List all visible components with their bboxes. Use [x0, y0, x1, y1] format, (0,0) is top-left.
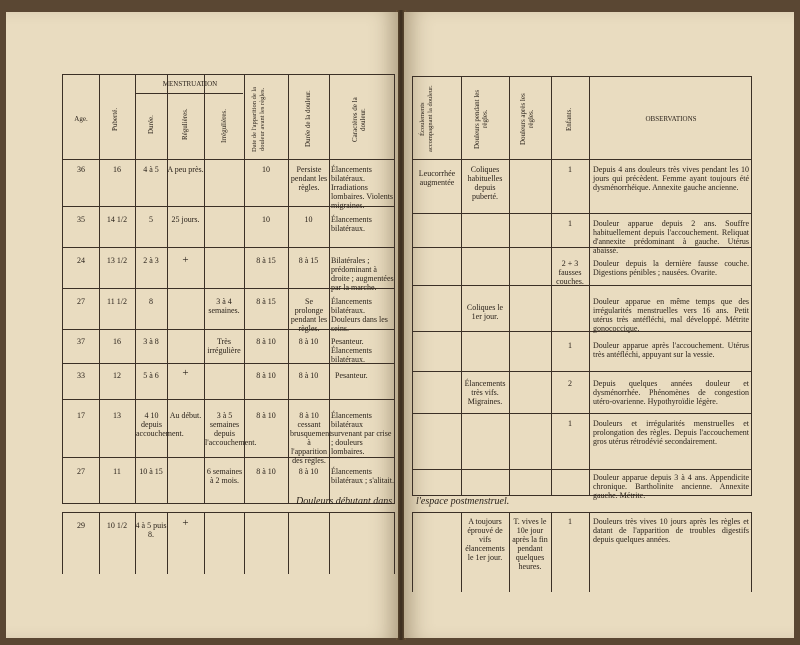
section-caption-left: Douleurs débutant dans: [296, 496, 393, 507]
table-row: 2 + 3 fausses couches. Douleur depuis la dernière fausse couche. Digestions pénibles ; nausées. Ovarite.: [556, 259, 749, 286]
table-row: 24 13 1/2 2 à 3 + 8 à 15 8 à 15 Bilatérales ; prédominant à droite ; augmentées par la marche.: [77, 254, 394, 292]
right-table: [412, 76, 752, 500]
table-row: Coliques le 1er jour. Douleur apparue en même temps que des irrégularités menstruelles vers 16 ans. Petit utérus très antéfléchi, mal développé. Métrite gonococcique.: [466, 297, 749, 333]
table-row: 37 16 3 à 8 Très irrégulière 8 à 10 8 à 10 Pesanteur. Élancements bilatéraux.: [77, 337, 372, 364]
header-date-apparition: Date de l'apparition de la douleur avant les règles.: [251, 86, 266, 152]
table-row: 29 10 1/2 4 à 5 puis 8. +: [77, 517, 189, 539]
table-row: Douleur apparue depuis 3 à 4 ans. Appendicite chronique. Bartholinite ancienne. Annexite gauche. Métrite.: [593, 473, 749, 500]
header-irregulieres: Irrégulières.: [220, 109, 228, 144]
table-row: A toujours éprouvé de vifs élancements le 1er jour. T. vives le 10e jour après la fin pendant quelques heures. 1 Douleurs très vives 10 jours après les règles et datant de l'apparition de troubles digestifs depuis quelques années.: [465, 517, 749, 571]
header-duree-douleur: Durée de la douleur.: [304, 90, 312, 148]
table-row: Élancements très vifs. Migraines. 2 Depuis quelques années douleur et dysménorrhée. Phénomènes de congestion utéro-ovarienne. Hypothyroïdie légère.: [464, 379, 749, 406]
table-row: 1 Douleur apparue après l'accouchement. Utérus très antéfléchi, appuyant sur la vessie.: [568, 341, 749, 359]
table-row: 1 Douleur apparue depuis 2 ans. Souffre habituellement depuis l'accouchement. Reliquat d'annexite prédominant à gauche. Utérus abaissé.: [568, 219, 749, 255]
table-row: 27 11 10 à 15 6 semaines à 2 mois. 8 à 10 8 à 10 Élancements bilatéraux ; s'alitait.: [77, 467, 394, 485]
table-row: 35 14 1/2 5 25 jours. 10 10 Élancements bilatéraux.: [77, 215, 372, 233]
table-row: 17 13 4 10 depuis accouchement. Au début. 3 à 5 semaines depuis l'accouchement. 8 à 10 8 à 10 cessant brusquement à l'apparition des règles. Élancements bilatéraux survenant par crise ; douleurs lombaires.: [77, 411, 392, 465]
header-duree: Durée.: [147, 115, 155, 135]
header-observations: OBSERVATIONS: [645, 115, 697, 123]
right-page: [404, 12, 794, 638]
header-enfants: Enfants.: [565, 107, 573, 131]
header-caracteres: Caractères de la douleur.: [351, 97, 367, 143]
left-page: [6, 12, 398, 638]
section-caption-right: l'espace postmenstruel.: [416, 496, 510, 507]
header-puberte: Puberté.: [111, 107, 119, 131]
header-douleurs-pendant: Douleurs pendant les règles.: [473, 89, 489, 149]
table-row: 36 16 4 à 5 A peu près. 10 Persiste pendant les règles. Élancements bilatéraux. Irradiations lombaires. Violents migraines.: [77, 165, 394, 210]
table-row: Leucorrhée augmentée Coliques habituelles depuis puberté. 1 Depuis 4 ans douleurs très vives pendant les 10 jours qui précèdent. Femme ayant toujours été dysménorrhéique. Annexite gauche ancienne.: [418, 165, 749, 201]
header-ecoulements: Écoulements accompagnant la douleur.: [419, 85, 434, 153]
right-table-2: [412, 512, 752, 592]
left-table: [62, 74, 395, 504]
header-douleurs-apres: Douleurs après les règles.: [519, 93, 535, 145]
left-table-2: [62, 512, 395, 574]
header-age: Age.: [74, 115, 88, 123]
header-menstruation: MENSTRUATION: [162, 80, 218, 88]
table-row: 27 11 1/2 8 3 à 4 semaines. 8 à 15 Se prolonge pendant les règles. Élancements bilatéraux. Douleurs dans les seins.: [77, 297, 388, 333]
header-regulieres: Régulières.: [181, 108, 189, 140]
table-row: 1 Douleurs et irrégularités menstruelles et prolongation des règles. Depuis l'accouchement gros utérus rétrodévié secondairement.: [568, 419, 749, 446]
table-row: 33 12 5 à 6 + 8 à 10 8 à 10 Pesanteur.: [77, 367, 368, 380]
